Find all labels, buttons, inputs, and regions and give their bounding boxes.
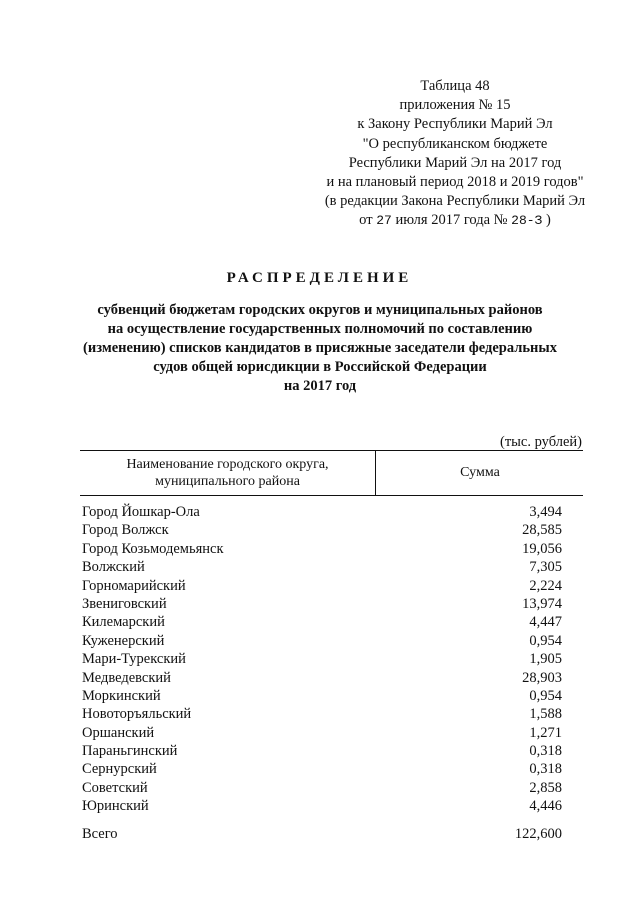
header-line: приложения № 15 <box>399 97 511 114</box>
row-name: Советский <box>82 779 148 796</box>
header-line: к Закону Республики Марий Эл <box>357 116 553 133</box>
total-label: Всего <box>82 826 118 842</box>
table-row <box>82 540 562 558</box>
table-row <box>82 632 562 650</box>
row-value: 0,954 <box>529 687 562 704</box>
row-name: Мари-Турекский <box>82 651 186 668</box>
date-day: 27 <box>376 213 392 229</box>
row-value: 13,974 <box>522 595 562 612</box>
subtitle-line: на осуществление государственных полномочий по составлению <box>107 321 533 337</box>
header-date-line <box>300 211 610 230</box>
row-value: 0,318 <box>529 761 562 778</box>
header-line: (в редакции Закона Республики Марий Эл <box>324 193 586 210</box>
row-name: Килемарский <box>82 614 165 631</box>
document-title: РАСПРЕДЕЛЕНИЕ <box>226 270 413 286</box>
row-name: Сернурский <box>82 761 157 778</box>
row-name: Волжский <box>82 559 145 576</box>
row-name: Юринский <box>82 798 149 815</box>
row-name: Звениговский <box>82 595 167 612</box>
row-name: Параньгинский <box>82 743 178 760</box>
column-header-name-line: Наименование городского округа, <box>126 457 329 472</box>
row-value: 19,056 <box>522 540 562 557</box>
column-header-name-line: муниципального района <box>155 474 300 489</box>
row-value: 1,588 <box>529 706 562 723</box>
table-row <box>82 521 562 539</box>
table-body <box>82 503 562 816</box>
subtitle-line: судов общей юрисдикции в Российской Федерации <box>153 359 487 375</box>
law-number: 28-З <box>511 213 543 229</box>
table-row <box>82 558 562 576</box>
units-label: (тыс. рублей) <box>500 434 582 450</box>
subtitle-line: субвенций бюджетам городских округов и муниципальных районов <box>97 302 543 318</box>
total-value: 122,600 <box>514 826 562 842</box>
row-value: 28,585 <box>522 522 562 539</box>
row-value: 7,305 <box>529 559 562 576</box>
date-prefix: от <box>359 212 373 229</box>
row-value: 3,494 <box>529 504 562 520</box>
row-name: Куженерский <box>82 632 165 649</box>
row-name: Город Козьмодемьянск <box>82 540 224 557</box>
table-row <box>82 797 562 815</box>
header-line: "О республиканском бюджете <box>362 135 548 152</box>
row-value: 4,447 <box>529 614 562 631</box>
table-row <box>82 577 562 595</box>
row-value: 4,446 <box>529 798 562 815</box>
row-value: 2,224 <box>529 577 562 594</box>
row-name: Город Йошкар-Ола <box>82 504 200 520</box>
date-middle: июля 2017 года № <box>395 212 508 229</box>
table-row <box>82 742 562 760</box>
column-header-name <box>80 451 376 495</box>
row-value: 28,903 <box>522 669 562 686</box>
row-value: 1,271 <box>529 724 562 741</box>
table-row <box>82 595 562 613</box>
row-value: 2,858 <box>529 779 562 796</box>
row-value: 0,954 <box>529 632 562 649</box>
table-row <box>82 724 562 742</box>
row-name: Оршанский <box>82 724 155 741</box>
subtitle-line: на 2017 год <box>283 378 357 394</box>
header-line: Таблица 48 <box>420 78 490 94</box>
date-suffix: ) <box>545 212 551 229</box>
row-name: Моркинский <box>82 687 161 704</box>
table-row <box>82 650 562 668</box>
table-header <box>80 450 583 496</box>
subtitle-line: (изменению) списков кандидатов в присяжные заседатели федеральных <box>83 340 557 356</box>
row-name: Новоторъяльский <box>82 706 192 723</box>
row-name: Горномарийский <box>82 577 186 594</box>
table-row <box>82 705 562 723</box>
row-name: Город Волжск <box>82 522 169 539</box>
header-line: Республики Марий Эл на 2017 год <box>348 154 562 171</box>
table-row <box>82 687 562 705</box>
column-header-sum: Сумма <box>460 465 500 480</box>
table-row <box>82 669 562 687</box>
header-line: и на плановый период 2018 и 2019 годов" <box>326 174 584 191</box>
table-row <box>82 779 562 797</box>
row-name: Медведевский <box>82 669 171 686</box>
header-block <box>300 77 610 231</box>
table-row <box>82 760 562 778</box>
row-value: 1,905 <box>529 651 562 668</box>
document-subtitle <box>60 301 580 396</box>
table-total-row <box>82 826 562 843</box>
table-row <box>82 503 562 521</box>
row-value: 0,318 <box>529 743 562 760</box>
table-row <box>82 613 562 631</box>
